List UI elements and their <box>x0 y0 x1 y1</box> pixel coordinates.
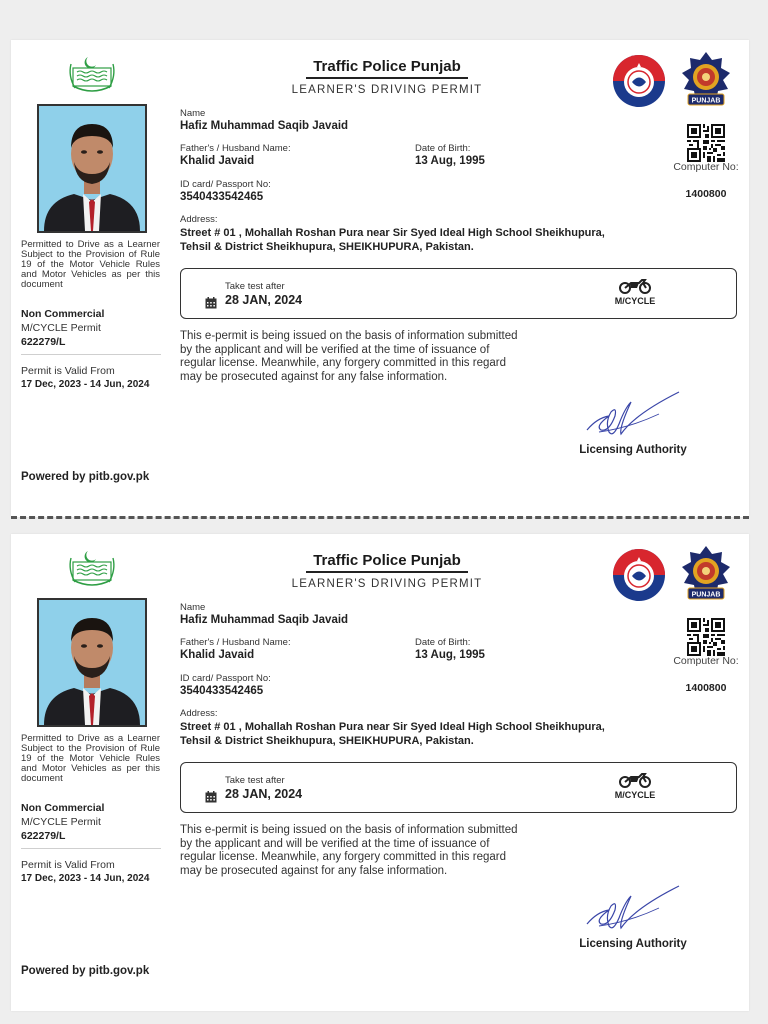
valid-range: 17 Dec, 2023 - 14 Jun, 2024 <box>21 873 150 884</box>
test-info-box <box>180 762 737 813</box>
name-value: Hafiz Muhammad Saqib Javaid <box>180 120 349 132</box>
name-label: Name <box>180 108 206 119</box>
motorcycle-icon <box>619 278 651 294</box>
computer-no-label: Computer No: <box>673 655 739 667</box>
id-value: 3540433542465 <box>180 191 264 203</box>
disclaimer-text: This e-permit is being issued on the basis of information submitted by the applicant and will be verified at the time of issuance of regular license. Meanwhile, any forgery committed in this regard may be prosecuted against for any false information. <box>180 330 518 383</box>
father-label: Father's / Husband Name: <box>180 637 291 648</box>
city-traffic-police-badge-icon <box>679 50 733 108</box>
id-label: ID card/ Passport No: <box>180 179 271 190</box>
valid-label: Permit is Valid From <box>21 859 115 871</box>
calendar-icon <box>205 296 217 308</box>
divider <box>21 354 161 355</box>
vehicle-label: M/CYCLE <box>614 296 656 306</box>
svg-text:PUNJAB: PUNJAB <box>691 591 721 599</box>
powered-by: Powered by pitb.gov.pk <box>21 471 150 483</box>
divider <box>21 848 161 849</box>
id-value: 3540433542465 <box>180 685 264 697</box>
category-title: Non Commercial <box>21 802 105 814</box>
applicant-photo <box>37 598 147 727</box>
signature-image <box>579 874 689 938</box>
punjab-govt-logo-icon <box>67 54 117 96</box>
powered-by: Powered by pitb.gov.pk <box>21 965 150 977</box>
city-traffic-police-badge-icon <box>679 544 733 602</box>
test-date: 28 JAN, 2024 <box>225 293 303 307</box>
computer-no-value: 1400800 <box>685 188 727 200</box>
address-label: Address: <box>180 214 218 225</box>
title-underline <box>306 77 468 79</box>
page-title: Traffic Police Punjab <box>313 552 461 569</box>
dob-label: Date of Birth: <box>415 637 471 648</box>
computer-no-value: 1400800 <box>685 682 727 694</box>
applicant-photo <box>37 104 147 233</box>
cut-line-divider <box>11 516 749 519</box>
permit-number: 622279/L <box>21 336 66 348</box>
signature-image <box>579 380 689 444</box>
title-underline <box>306 571 468 573</box>
father-label: Father's / Husband Name: <box>180 143 291 154</box>
permit-card <box>11 534 749 1011</box>
address-label: Address: <box>180 708 218 719</box>
test-date: 28 JAN, 2024 <box>225 787 303 801</box>
qr-code-icon <box>687 618 725 656</box>
category-type: M/CYCLE Permit <box>21 322 101 334</box>
valid-label: Permit is Valid From <box>21 365 115 377</box>
test-info-box <box>180 268 737 319</box>
dob-value: 13 Aug, 1995 <box>415 155 485 167</box>
svg-text:PUNJAB: PUNJAB <box>691 97 721 105</box>
father-value: Khalid Javaid <box>180 649 255 661</box>
disclaimer-text: This e-permit is being issued on the basis of information submitted by the applicant and will be verified at the time of issuance of regular license. Meanwhile, any forgery committed in this regard may be prosecuted against for any false information. <box>180 824 518 877</box>
permit-number: 622279/L <box>21 830 66 842</box>
page-title: Traffic Police Punjab <box>313 58 461 75</box>
address-value: Street # 01 , Mohallah Roshan Pura near Sir Syed Ideal High School Sheikhupura, Tehsil & District Sheikhupura, SHEIKHUPURA, Pakistan. <box>180 227 605 253</box>
category-title: Non Commercial <box>21 308 105 320</box>
name-value: Hafiz Muhammad Saqib Javaid <box>180 614 349 626</box>
permission-text: Permitted to Drive as a Learner Subject to the Provision of Rule 19 of the Motor Vehicle Rules and Motor Vehicles as per this document <box>21 239 160 290</box>
computer-no-label: Computer No: <box>673 161 739 173</box>
punjab-police-logo-icon <box>612 548 666 602</box>
dob-label: Date of Birth: <box>415 143 471 154</box>
category-type: M/CYCLE Permit <box>21 816 101 828</box>
vehicle-label: M/CYCLE <box>614 790 656 800</box>
name-label: Name <box>180 602 206 613</box>
calendar-icon <box>205 790 217 802</box>
qr-code-icon <box>687 124 725 162</box>
motorcycle-icon <box>619 772 651 788</box>
id-label: ID card/ Passport No: <box>180 673 271 684</box>
father-value: Khalid Javaid <box>180 155 255 167</box>
licensing-authority-label: Licensing Authority <box>579 938 687 950</box>
test-label: Take test after <box>225 775 285 786</box>
punjab-police-logo-icon <box>612 54 666 108</box>
valid-range: 17 Dec, 2023 - 14 Jun, 2024 <box>21 379 150 390</box>
page-subtitle: LEARNER'S DRIVING PERMIT <box>291 578 483 590</box>
dob-value: 13 Aug, 1995 <box>415 649 485 661</box>
page-subtitle: LEARNER'S DRIVING PERMIT <box>291 84 483 96</box>
licensing-authority-label: Licensing Authority <box>579 444 687 456</box>
permission-text: Permitted to Drive as a Learner Subject to the Provision of Rule 19 of the Motor Vehicle Rules and Motor Vehicles as per this document <box>21 733 160 784</box>
test-label: Take test after <box>225 281 285 292</box>
punjab-govt-logo-icon <box>67 548 117 590</box>
permit-card <box>11 40 749 517</box>
address-value: Street # 01 , Mohallah Roshan Pura near Sir Syed Ideal High School Sheikhupura, Tehsil & District Sheikhupura, SHEIKHUPURA, Pakistan. <box>180 721 605 747</box>
